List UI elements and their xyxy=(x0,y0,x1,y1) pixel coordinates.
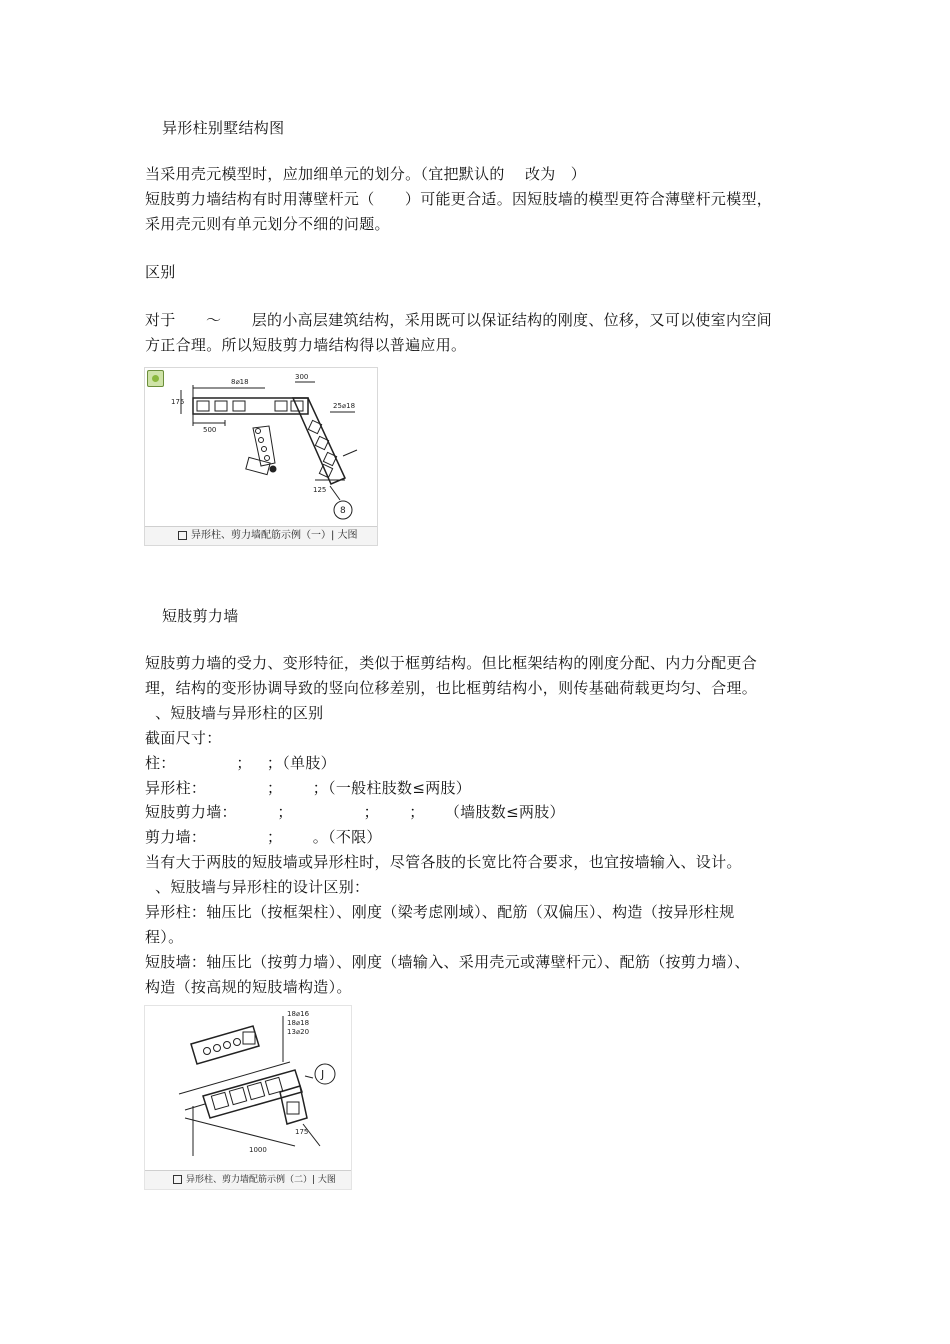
figure-rebar-example-2[interactable] xyxy=(144,1005,352,1190)
figure-2-caption-bar xyxy=(145,1170,351,1189)
figure-1-label-right-rebar: 25⌀18 xyxy=(333,402,356,410)
figure-2-label-length: 1000 xyxy=(249,1146,267,1154)
figure-1-label-left-dim: 500 xyxy=(203,426,217,434)
checkbox-icon xyxy=(178,531,187,540)
section-title-villa: 异形柱别墅结构图 xyxy=(162,119,285,137)
item-short-wall: 短肢剪力墙： ； ； ； （墙肢数≤两肢） xyxy=(145,803,565,821)
item-special-column: 异形柱： ； ；（一般柱肢数≤两肢） xyxy=(145,779,472,797)
subheading-difference: 、短肢墙与异形柱的区别 xyxy=(145,704,324,722)
section-label-difference: 区别 xyxy=(145,263,176,281)
section-title-short-wall: 短肢剪力墙 xyxy=(162,607,239,625)
checkbox-icon xyxy=(173,1175,182,1184)
paragraph-short-wall-design-a: 短肢墙：轴压比（按剪力墙）、刚度（墙输入、采用壳元或薄壁杆元）、配筋（按剪力墙）、 xyxy=(145,953,750,971)
figure-2-axis-label: J xyxy=(321,1068,325,1081)
paragraph-thin-wall-b: 采用壳元则有单元划分不细的问题。 xyxy=(145,215,390,233)
figure-2-caption[interactable]: 异形柱、剪力墙配筋示例（二）| 大图 xyxy=(186,1175,336,1185)
figure-1-caption-bar xyxy=(145,526,377,545)
figure-1-axis-label: 8 xyxy=(340,506,346,516)
figure-2-label-rebar-1: 18⌀16 xyxy=(287,1010,310,1018)
figure-2-label-rebar-2: 18⌀18 xyxy=(287,1019,310,1027)
paragraph-thin-wall-a: 短肢剪力墙结构有时用薄壁杆元（ ）可能更合适。因短肢墙的模型更符合薄壁杆元模型， xyxy=(145,190,773,208)
paragraph-short-wall-design-b: 构造（按高规的短肢墙构造）。 xyxy=(145,978,352,996)
paragraph-high-rise-b: 方正合理。所以短肢剪力墙结构得以普遍应用。 xyxy=(145,336,467,354)
figure-1-label-corner-dim: 300 xyxy=(295,373,309,381)
figure-1-label-side-dim: 175 xyxy=(171,398,185,406)
zoom-icon[interactable] xyxy=(147,370,164,387)
paragraph-special-column-a: 异形柱：轴压比（按框架柱）、刚度（梁考虑刚域）、配筋（双偏压）、构造（按异形柱规 xyxy=(145,903,735,921)
paragraph-multi-limb: 当有大于两肢的短肢墙或异形柱时，尽管各肢的长宽比符合要求，也宜按墙输入、设计。 xyxy=(145,853,742,871)
figure-1-caption[interactable]: 异形柱、剪力墙配筋示例（一）| 大图 xyxy=(191,530,358,541)
figure-1-label-top-rebar: 8⌀18 xyxy=(231,378,249,386)
paragraph-force-a: 短肢剪力墙的受力、变形特征，类似于框剪结构。但比框架结构的刚度分配、内力分配更合 xyxy=(145,654,758,672)
paragraph-high-rise-a: 对于 ～ 层的小高层建筑结构，采用既可以保证结构的刚度、位移，又可以使室内空间 xyxy=(145,311,772,329)
paragraph-shell-model: 当采用壳元模型时，应加细单元的划分。（宜把默认的 改为 ） xyxy=(145,165,587,183)
figure-2-drawing xyxy=(145,1006,352,1172)
paragraph-special-column-b: 程）。 xyxy=(145,928,184,946)
figure-2-label-rebar-3: 13⌀20 xyxy=(287,1028,310,1036)
item-column: 柱： ； ；（单肢） xyxy=(145,754,336,772)
subheading-design-difference: 、短肢墙与异形柱的设计区别： xyxy=(145,878,370,896)
label-section-size: 截面尺寸： xyxy=(145,729,222,747)
item-shear-wall: 剪力墙： ； 。（不限） xyxy=(145,828,382,846)
figure-1-label-small-dim: 125 xyxy=(313,486,327,494)
figure-1-drawing xyxy=(145,368,378,528)
figure-2-label-side-dim: 175 xyxy=(295,1128,309,1136)
paragraph-force-b: 理，结构的变形协调导致的竖向位移差别，也比框剪结构小，则传基础荷载更均匀、合理。 xyxy=(145,679,758,697)
figure-rebar-example-1[interactable] xyxy=(144,367,378,546)
